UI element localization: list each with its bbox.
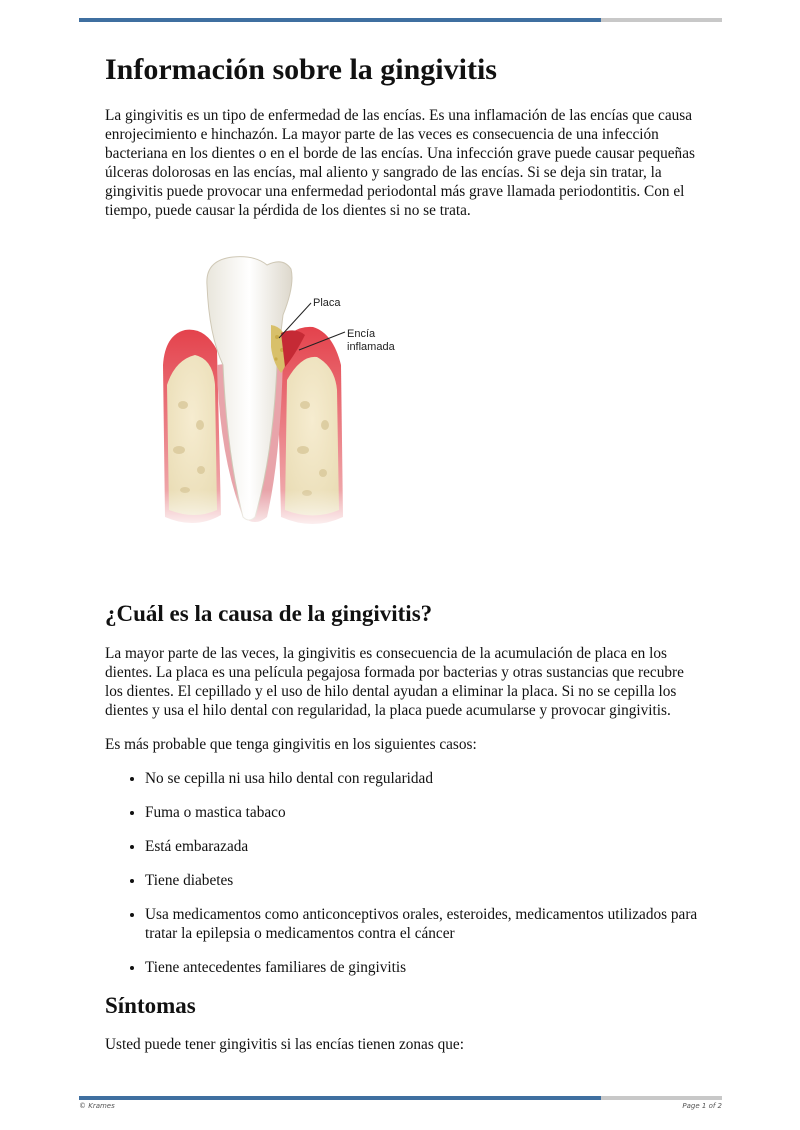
symptoms-heading: Síntomas bbox=[105, 992, 196, 1018]
document-body bbox=[105, 52, 705, 1069]
header-progress-fill bbox=[79, 18, 601, 22]
footer-progress-bar bbox=[79, 1096, 722, 1100]
gingivitis-illustration bbox=[105, 255, 705, 585]
label-plaque: Placa bbox=[313, 297, 341, 309]
label-gum-line2: inflamada bbox=[347, 341, 395, 353]
risk-list-intro: Es más probable que tenga gingivitis en los siguientes casos: bbox=[105, 735, 477, 753]
header-progress-bar bbox=[79, 18, 722, 22]
label-gum-line1: Encía bbox=[347, 328, 376, 340]
list-item: • Fuma o mastica tabaco bbox=[145, 803, 705, 822]
list-item: • Tiene diabetes bbox=[145, 871, 705, 890]
list-item: • Está embarazada bbox=[145, 837, 705, 856]
list-item: • Tiene antecedentes familiares de gingivitis bbox=[145, 958, 705, 977]
cause-paragraph: La mayor parte de las veces, la gingivitis es consecuencia de la acumulación de placa en los dientes. La placa es una película pegajosa formada por bacterias y otras sustancias que recubre los dientes. El cepillado y el uso de hilo dental ayudan a eliminar la placa. Si no se cepilla los dientes y usa el hilo dental con regularidad, la placa puede acumularse y provocar gingivitis. bbox=[105, 644, 684, 719]
footer-page-number: Page 1 of 2 bbox=[682, 1102, 722, 1110]
footer-copyright: © Krames bbox=[79, 1102, 115, 1110]
list-item: • No se cepilla ni usa hilo dental con regularidad bbox=[145, 769, 705, 788]
tooth-gum-diagram bbox=[105, 255, 705, 585]
footer-progress-fill bbox=[79, 1096, 601, 1100]
intro-paragraph: La gingivitis es un tipo de enfermedad de las encías. Es una inflamación de las encías que causa enrojecimiento e hinchazón. La mayor parte de las veces es consecuencia de una infección bacteriana en los dientes o en el borde de las encías. Una infección grave puede causar pequeñas úlceras dolorosas en las encías, mal aliento y sangrado de las encías. Si se deja sin tratar, la gingivitis puede provocar una enfermedad periodontal más grave llamada periodontitis. Con el tiempo, puede causar la pérdida de los dientes si no se trata. bbox=[105, 107, 695, 219]
cause-heading: ¿Cuál es la causa de la gingivitis? bbox=[105, 601, 433, 626]
risk-factor-list bbox=[105, 769, 705, 977]
symptoms-paragraph: Usted puede tener gingivitis si las encías tienen zonas que: bbox=[105, 1036, 464, 1054]
page-title: Información sobre la gingivitis bbox=[105, 53, 497, 86]
list-item: • Usa medicamentos como anticonceptivos orales, esteroides, medicamentos utilizados para tratar la epilepsia o medicamentos contra el cáncer bbox=[145, 905, 705, 943]
